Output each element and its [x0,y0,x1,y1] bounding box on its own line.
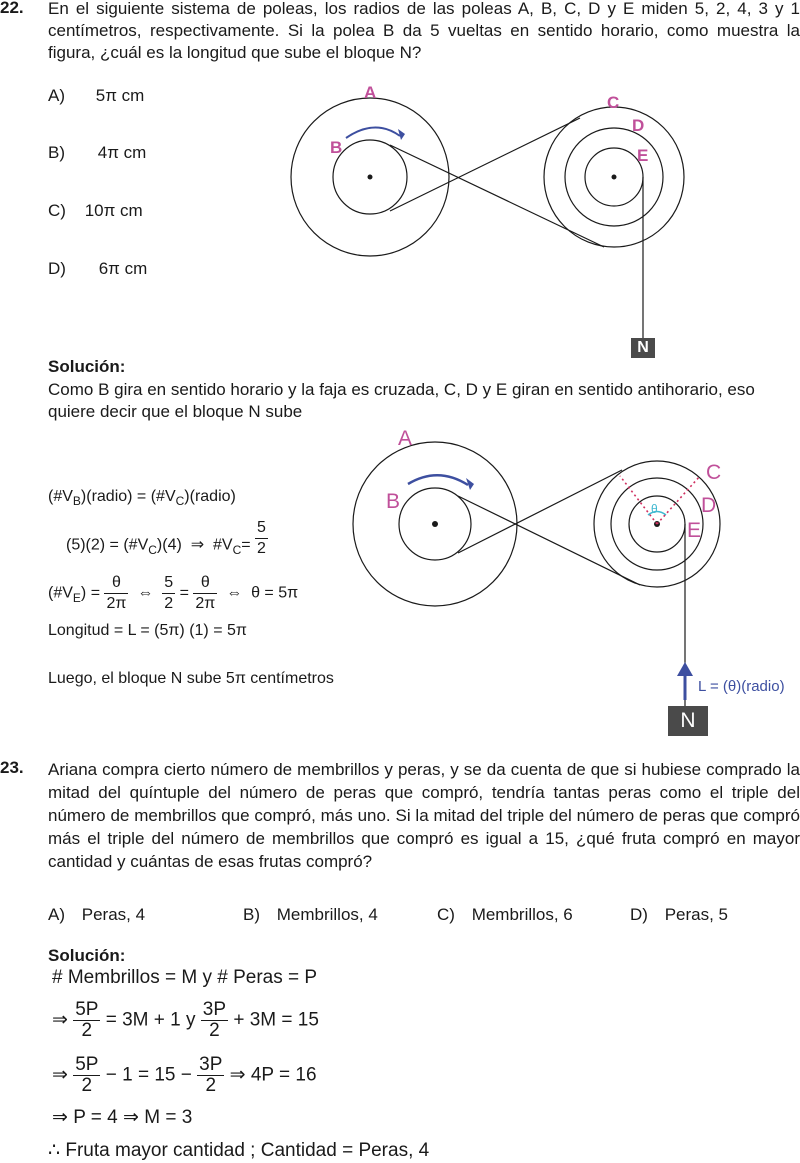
solution-title: Solución: [48,946,126,965]
label-e: E [687,519,702,542]
option-letter: A) [48,905,65,924]
option-letter: D) [48,259,66,278]
dotted-radius [620,476,657,524]
question-22-statement: En el siguiente sistema de poleas, los radios de las poleas A, B, C, D y E miden 5, 2, 4, 3 y 1 centímetros, respectivamente. Si la polea B da 5 vueltas en sentido horario, como muestra la figura, ¿cuál es la longitud que sube el bloque N? [48,0,800,62]
option-letter: B) [48,143,65,162]
label-a: A [364,83,377,102]
option-text: Peras, 5 [664,905,728,924]
question-number-22: 22. [0,0,24,17]
label-d: D [632,116,645,135]
solution-23-line-4: ⇒ P = 4 ⇒ M = 3 [52,1107,193,1128]
label-c: C [607,93,620,112]
option-letter: C) [437,905,455,924]
l-equation: L = (θ)(radio) [698,678,785,695]
fraction-theta-2pi: $\frac{\theta}{2\pi}$ [195,574,216,612]
equation-2: $(5)(2) = (\#V_C)(4)$ ⇒ $\#V_C=$ $\frac{5}{2}$ [66,519,266,557]
clockwise-arrow [408,475,468,485]
q23-option-b[interactable] [243,905,378,925]
label-b: B [386,490,401,513]
conclusion: Luego, el bloque N sube 5π centímetros [48,670,334,687]
label-e: E [637,146,649,165]
label-d: D [701,494,717,517]
q23-option-d[interactable] [630,905,728,925]
up-arrow-head [677,662,693,676]
equation-1: $(\#V_B)(radio)$ = $(\#V_C)(radio)$ [48,488,236,509]
option-text: Membrillos, 6 [471,905,573,924]
equation-4: Longitud = L = (5π) (1) = 5π [48,622,247,639]
theta-label: θ [651,502,658,516]
fraction-5-2: $\frac{5}{2}$ [164,574,174,612]
block-n: N [668,706,708,736]
question-number-23: 23. [0,758,24,777]
option-text: 4π cm [97,143,147,162]
solution-23-line-3: ⇒ $\frac{5P}{2}$ − 1 = 15 − $\frac{3P}{2}$ ⇒ 4P = 16 [52,1054,317,1096]
solution-22-text: Como B gira en sentido horario y la faja es cruzada, C, D y E giran en sentido antihorario, eso quiere decir que el bloque N sube [48,380,755,421]
q23-option-c[interactable] [437,905,573,925]
solution-23-line-5: ∴ Fruta mayor cantidad ; Cantidad = Peras, 4 [48,1140,430,1161]
solution-23-line-2: ⇒ $\frac{5P}{2}$ = 3M + 1 y $\frac{3P}{2}$ + 3M = 15 [52,999,319,1041]
label-a: A [398,427,413,450]
crossed-belt-line [458,470,622,553]
block-n: N [631,338,655,358]
fraction-theta-2pi: $\frac{\theta}{2\pi}$ [106,574,127,612]
solution-23-line-1: # Membrillos = M y # Peras = P [52,967,318,988]
option-text: 10π cm [84,201,143,220]
fraction-3p-2: $\frac{3P}{2}$ [199,1054,223,1096]
crossed-belt-line [458,496,640,585]
fraction-5p-2: $\frac{5P}{2}$ [75,999,99,1041]
option-text: Membrillos, 4 [276,905,378,924]
fraction-5-2: $\frac{5}{2}$ [257,519,266,557]
option-letter: D) [630,905,648,924]
option-text: Peras, 4 [81,905,146,924]
label-b: B [330,138,343,157]
q23-option-a[interactable] [48,905,145,925]
solution-title: Solución: [48,357,126,376]
option-letter: B) [243,905,260,924]
question-23-statement: Ariana compra cierto número de membrillos y peras, y se da cuenta de que si hubiese comprado la mitad del quíntuple del número de peras que compró, tendría tantas peras como el triple del número de membrillos que compró, más uno. Si la mitad del triple del número de peras que compró más el triple del número de membrillos que compró es igual a 15, ¿qué fruta compró en mayor cantidad y cuántas de esas frutas compró? [48,760,800,871]
pulley-center-dot [432,521,438,527]
fraction-3p-2: $\frac{3P}{2}$ [202,999,227,1041]
option-text: 5π cm [95,86,145,105]
option-text: 6π cm [98,259,148,278]
fraction-5p-2: $\frac{5P}{2}$ [75,1054,99,1096]
equation-3: $(\#V_E)$ = $\frac{\theta}{2\pi}$ ⇔ $\frac{5}{2}$ = $\frac{\theta}{2\pi}$ ⇔ θ = 5π [48,574,299,612]
option-letter: A) [48,86,65,105]
option-letter: C) [48,201,66,220]
label-c: C [706,461,722,484]
